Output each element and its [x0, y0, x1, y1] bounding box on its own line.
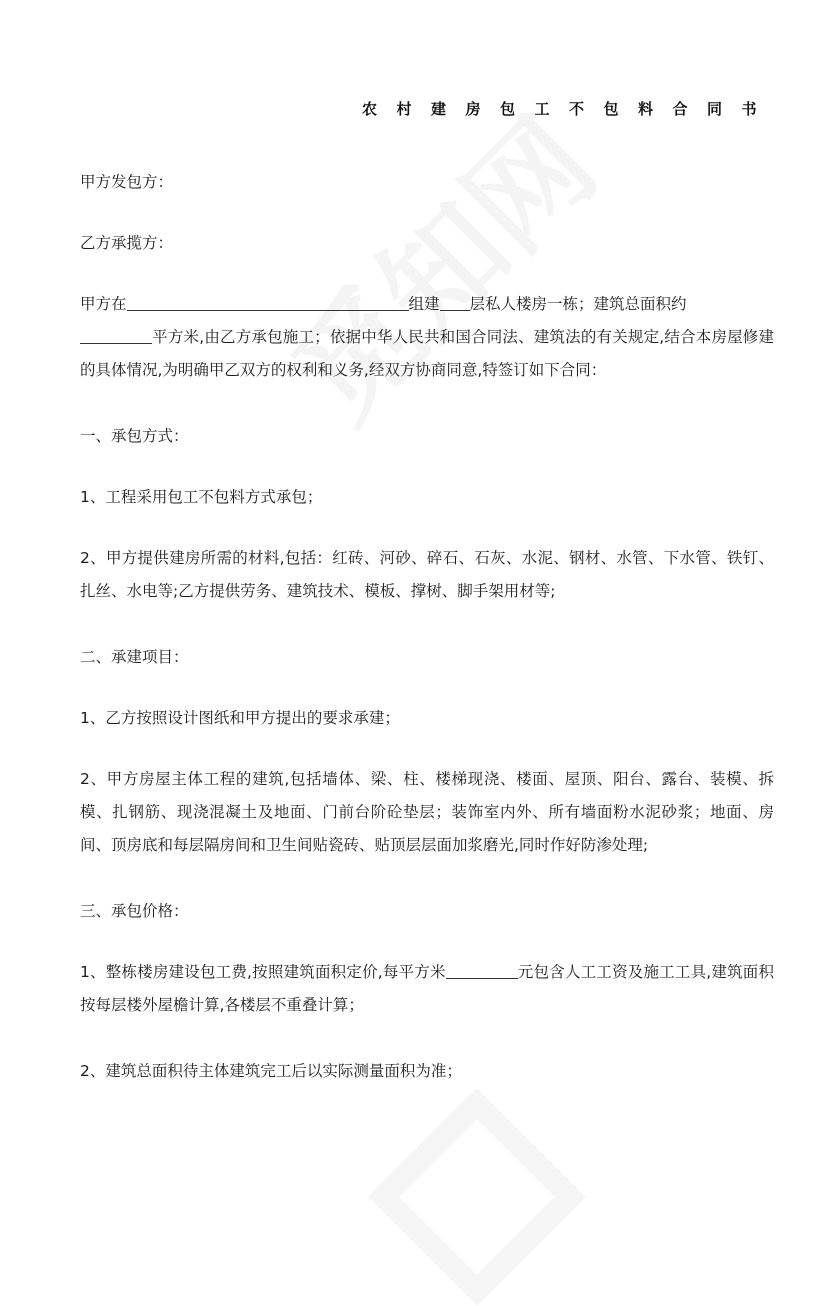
party-b-label: 乙方承揽方： — [80, 234, 174, 252]
price-suffix: 元包含人工工资及施工工具,建筑面积按每层楼外屋檐计算,各楼层不重叠计算； — [80, 963, 774, 1014]
price-per-sqm-blank-field[interactable] — [446, 960, 518, 979]
floors-blank-field[interactable] — [440, 292, 470, 311]
intro-rest: 平方米,由乙方承包施工；依据中华人民共和国合同法、建筑法的有关规定,结合本房屋修建的具体情况,为明确甲乙双方的权利和义务,经双方协商同意,特签订如下合同： — [80, 328, 774, 379]
section-3-heading: 三、承包价格： — [80, 902, 189, 920]
intro-mid1: 组建 — [408, 295, 440, 313]
section-1-item-2: 2、甲方提供建房所需的材料,包括：红砖、河砂、碎石、石灰、水泥、钢材、水管、下水管、铁钉、扎丝、水电等;乙方提供劳务、建筑技术、模板、撑树、脚手架用材等; — [80, 549, 774, 600]
intro-mid2: 层私人楼房一栋；建筑总面积约 — [469, 295, 687, 313]
section-1-item-1: 1、工程采用包工不包料方式承包； — [80, 488, 323, 506]
party-a-label: 甲方发包方： — [80, 173, 174, 191]
watermark-text — [250, 75, 626, 451]
location-blank-field[interactable] — [127, 292, 409, 311]
area-blank-field[interactable] — [80, 325, 152, 344]
intro-prefix: 甲方在 — [80, 295, 127, 313]
section-2-heading: 二、承建项目： — [80, 648, 189, 666]
section-3-item-1 — [80, 956, 774, 1022]
watermark-logo — [368, 1088, 586, 1306]
intro-paragraph — [80, 288, 774, 387]
section-1-heading: 一、承包方式： — [80, 427, 189, 445]
document-title: 农村建房包工不包料合同书 — [362, 100, 777, 118]
price-prefix: 1、整栋楼房建设包工费,按照建筑面积定价,每平方米 — [80, 963, 446, 981]
section-2-item-1: 1、乙方按照设计图纸和甲方提出的要求承建； — [80, 709, 400, 727]
section-3-item-2: 2、建筑总面积待主体建筑完工后以实际测量面积为准； — [80, 1062, 462, 1080]
section-2-item-2: 2、甲方房屋主体工程的建筑,包括墙体、梁、柱、楼梯现浇、楼面、屋顶、阳台、露台、装模、拆模、扎钢筋、现浇混凝土及地面、门前台阶砼垫层；装饰室内外、所有墙面粉水泥砂浆；地面、房间、顶房底和每层隔房间和卫生间贴瓷砖、贴顶层层面加浆磨光,同时作好防渗处理; — [80, 770, 774, 854]
